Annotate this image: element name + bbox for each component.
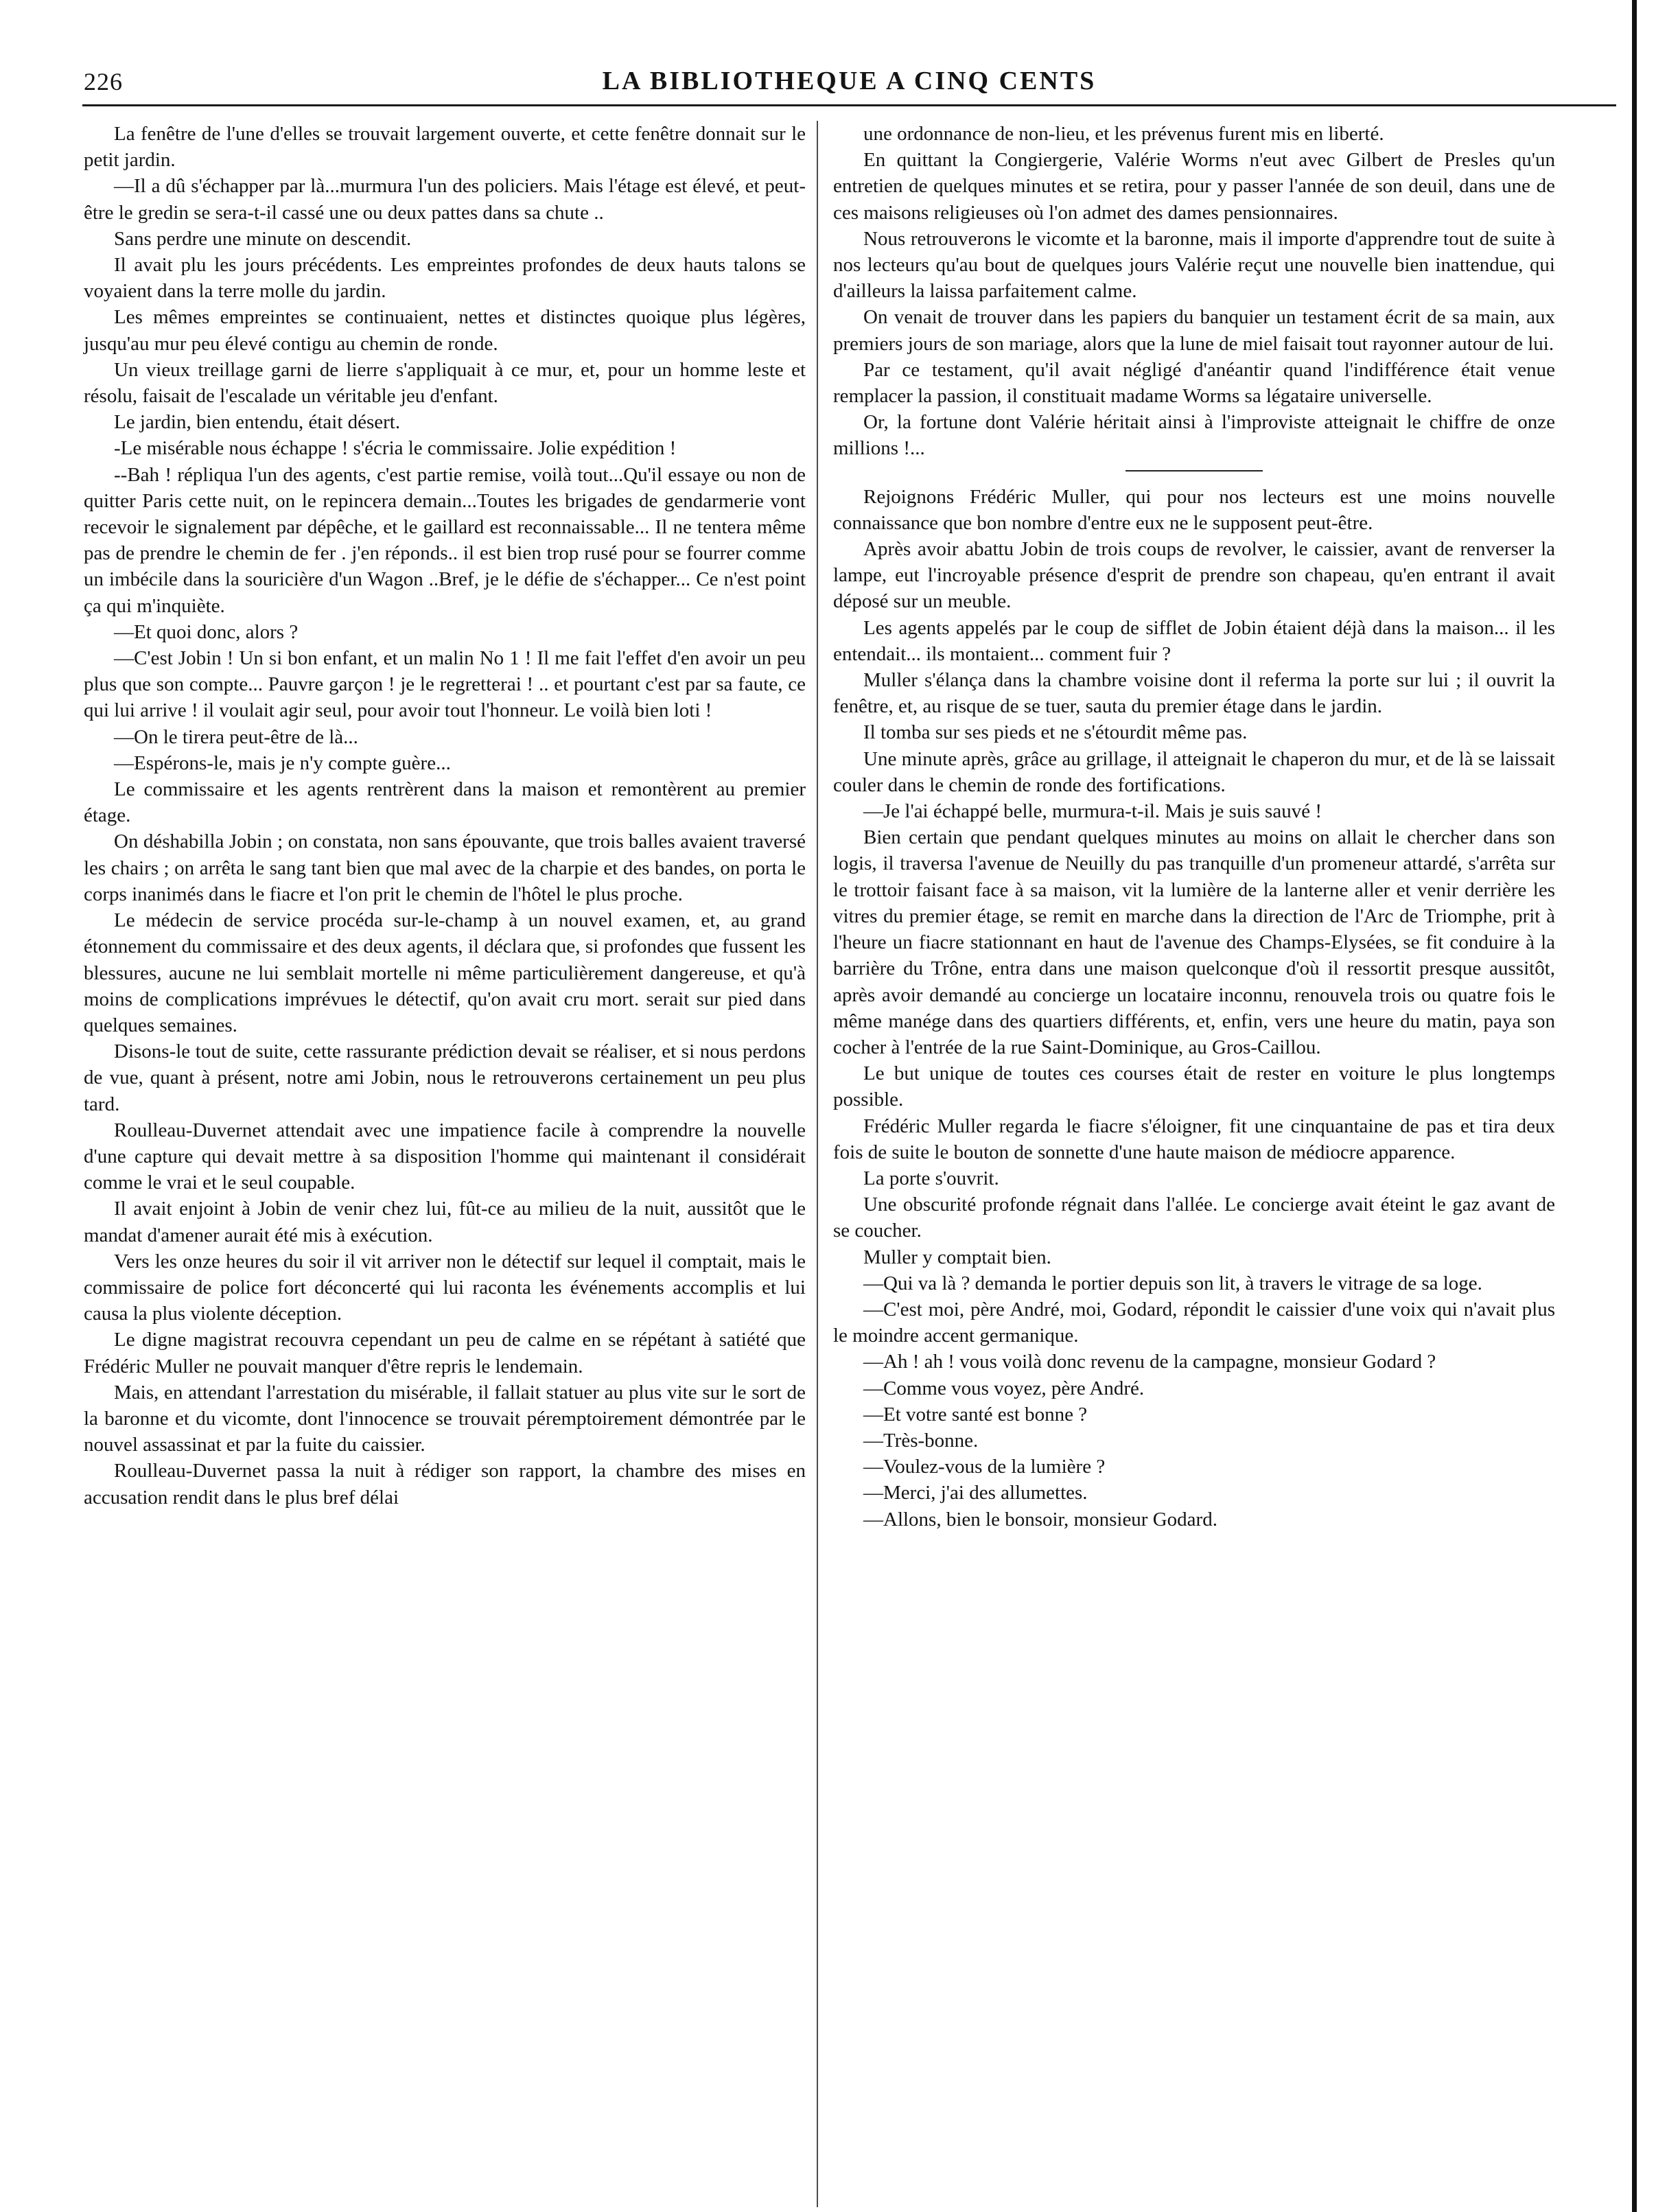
left-column <box>84 121 806 1511</box>
paragraph: Il tomba sur ses pieds et ne s'étourdit même pas. <box>863 721 1248 744</box>
column-divider <box>817 121 818 2207</box>
paragraph: Il avait plu les jours précédents. Les empreintes profondes de deux hauts talons se voyaient dans la terre molle du jardin. <box>84 254 806 303</box>
paragraph: —Qui va là ? demanda le portier depuis son lit, à travers le vitrage de sa loge. <box>863 1272 1482 1294</box>
paragraph: Le jardin, bien entendu, était désert. <box>114 411 401 434</box>
paragraph: Mais, en attendant l'arrestation du misérable, il fallait statuer au plus vite sur le sort de la baronne et du vicomte, dont l'innocence se trouvait péremptoirement démontrée par le nouvel assassinat et par la fuite du caissier. <box>84 1381 806 1456</box>
paragraph: Nous retrouverons le vicomte et la baronne, mais il importe d'apprendre tout de suite à nos lecteurs qu'au bout de quelques jours Valérie reçut une nouvelle bien inattendue, qui d'ailleurs la laissa parfaitement calme. <box>833 227 1555 303</box>
paragraph: Il avait enjoint à Jobin de venir chez lui, fût-ce au milieu de la nuit, aussitôt que le mandat d'amener aurait été mis à exécution. <box>84 1198 806 1246</box>
paragraph: —C'est moi, père André, moi, Godard, répondit le caissier d'une voix qui n'avait plus le moindre accent germanique. <box>833 1298 1555 1347</box>
paragraph: —Allons, bien le bonsoir, monsieur Godard. <box>863 1508 1217 1530</box>
paragraph: Le médecin de service procéda sur-le-champ à un nouvel examen, et, au grand étonnement du commissaire et des deux agents, il déclara que, si profondes que fussent les blessures, aucune ne lui semblait mortelle ni même particulièrement dangereuse, et qu'à moins de complications imprévues le détectif, qu'on avait cru mort. serait sur pied dans quelques semaines. <box>84 909 806 1036</box>
paragraph: Roulleau-Duvernet attendait avec une impatience facile à comprendre la nouvelle d'une capture qui devait mettre à sa disposition l'homme qui maintenant il considérait comme le vrai et le seul coupable. <box>84 1119 806 1194</box>
paragraph: Bien certain que pendant quelques minutes au moins on allait le chercher dans son logis, il traversa l'avenue de Neuilly du pas tranquille d'un promeneur attardé, s'arrêta sur le trottoir faisant face à sa maison, vit la lumière de la lanterne aller et venir derrière les vitres du premier étage, se remit en marche dans la direction de l'Arc de Triomphe, prit à l'heure un fiacre stationnant en haut de l'avenue des Champs-Elysées, se fit conduire à la barrière du Trône, entra dans une maison quelconque d'où il ressortit presque aussitôt, après avoir demandé au concierge un locataire inconnu, renouvela trois ou quatre fois le même manége dans des quartiers différents, et, enfin, vers une heure du matin, paya son cocher à l'entrée de la rue Saint-Dominique, au Gros-Caillou. <box>833 826 1555 1058</box>
paragraph: Les agents appelés par le coup de sifflet de Jobin étaient déjà dans la maison... il les entendait... ils montaient... comment fuir ? <box>833 616 1555 665</box>
paragraph: Le commissaire et les agents rentrèrent dans la maison et remontèrent au premier étage. <box>84 778 806 827</box>
paragraph: Muller y comptait bien. <box>863 1246 1051 1268</box>
paragraph: —Très-bonne. <box>863 1429 979 1452</box>
paragraph: une ordonnance de non-lieu, et les prévenus furent mis en liberté. <box>863 123 1384 145</box>
paragraph: —Je l'ai échappé belle, murmura-t-il. Mais je suis sauvé ! <box>863 800 1322 823</box>
paragraph: Les mêmes empreintes se continuaient, nettes et distinctes quoique plus légères, jusqu'au mur peu élevé contigu au chemin de ronde. <box>84 306 806 355</box>
paragraph: Une minute après, grâce au grillage, il atteignait le chaperon du mur, et de là se laissait couler dans le chemin de ronde des fortifications. <box>833 747 1555 796</box>
paragraph: Par ce testament, qu'il avait négligé d'anéantir quand l'indifférence était venue remplacer la passion, il constituait madame Worms sa légataire universelle. <box>833 358 1555 408</box>
paragraph: Muller s'élança dans la chambre voisine dont il referma la porte sur lui ; il ouvrit la fenêtre, et, au risque de se tuer, sauta du premier étage dans le jardin. <box>833 669 1555 718</box>
paragraph: —On le tirera peut-être de là... <box>114 725 358 748</box>
paragraph: Disons-le tout de suite, cette rassurante prédiction devait se réaliser, et si nous perdons de vue, quant à présent, notre ami Jobin, nous le retrouverons certainement un peu plus tard. <box>84 1040 806 1115</box>
running-title: LA BIBLIOTHEQUE A CINQ CENTS <box>602 67 1097 95</box>
paragraph: Le but unique de toutes ces courses était de rester en voiture le plus longtemps possible. <box>833 1062 1555 1111</box>
paragraph: Une obscurité profonde régnait dans l'allée. Le concierge avait éteint le gaz avant de se coucher. <box>833 1194 1555 1242</box>
paragraph: Or, la fortune dont Valérie héritait ainsi à l'improviste atteignait le chiffre de onze millions !... <box>833 411 1555 460</box>
paragraph: Un vieux treillage garni de lierre s'appliquait à ce mur, et, pour un homme leste et résolu, faisait de l'escalade un véritable jeu d'enfant. <box>84 358 806 408</box>
paragraph: —Comme vous voyez, père André. <box>863 1377 1145 1399</box>
paragraph: —Et votre santé est bonne ? <box>863 1403 1088 1425</box>
paragraph: En quittant la Congiergerie, Valérie Worms n'eut avec Gilbert de Presles qu'un entretien de quelques minutes et se retira, pour y passer l'année de son deuil, dans une de ces maisons religieuses où l'on admet des dames pensionnaires. <box>833 149 1555 224</box>
paragraph: —Merci, j'ai des allumettes. <box>863 1482 1088 1504</box>
paragraph: Après avoir abattu Jobin de trois coups de revolver, le caissier, avant de renverser la lampe, eut l'incroyable présence d'esprit de prendre son chapeau, qu'en entrant il avait déposé sur un meuble. <box>833 538 1555 613</box>
paragraph: Frédéric Muller regarda le fiacre s'éloigner, fit une cinquantaine de pas et tira deux fois de suite le bouton de sonnette d'une haute maison de médiocre apparence. <box>833 1115 1555 1163</box>
paragraph: —Voulez-vous de la lumière ? <box>863 1456 1106 1478</box>
page-header <box>82 63 1616 104</box>
paragraph: —Il a dû s'échapper par là...murmura l'un des policiers. Mais l'étage est élevé, et peut-être le gredin se sera-t-il cassé une ou deux pattes dans sa chute .. <box>84 175 806 224</box>
paragraph: --Bah ! répliqua l'un des agents, c'est partie remise, voilà tout...Qu'il essaye ou non de quitter Paris cette nuit, on le repincera demain...Toutes les brigades de gendarmerie vont recevoir le signalement par dépêche, et le gaillard est reconnaissable... Il ne tentera même pas de prendre le chemin de fer . j'en réponds.. il est bien trop rusé pour se fourrer comme un imbécile dans la souricière d'un Wagon ..Bref, je le défie de s'échapper... Ce n'est point ça qui m'inquiète. <box>84 463 806 617</box>
paragraph: —Ah ! ah ! vous voilà donc revenu de la campagne, monsieur Godard ? <box>863 1351 1436 1373</box>
header-rule <box>82 104 1616 106</box>
paragraph: —Espérons-le, mais je n'y compte guère... <box>114 752 451 774</box>
paragraph: Vers les onze heures du soir il vit arriver non le détectif sur lequel il comptait, mais le commissaire de police fort déconcerté qui lui raconta les événements accomplis et lui causa la plus violente déception. <box>84 1250 806 1325</box>
page-number: 226 <box>84 68 123 95</box>
paragraph: —C'est Jobin ! Un si bon enfant, et un malin No 1 ! Il me fait l'effet d'en avoir un peu plus que son compte... Pauvre garçon ! je le regretterai ! .. et pourtant c'est par sa faute, ce qui lui arrive ! il voulait agir seul, pour avoir tout l'honneur. Le voilà bien loti ! <box>84 647 806 722</box>
paragraph: Le digne magistrat recouvra cependant un peu de calme en se répétant à satiété que Frédéric Muller ne pouvait manquer d'être repris le lendemain. <box>84 1329 806 1377</box>
page-edge-bar <box>1632 0 1637 2212</box>
paragraph: La fenêtre de l'une d'elles se trouvait largement ouverte, et cette fenêtre donnait sur le petit jardin. <box>84 123 806 172</box>
section-break-rule <box>1126 470 1263 471</box>
paragraph: Sans perdre une minute on descendit. <box>114 227 412 250</box>
right-column <box>833 121 1555 1533</box>
paragraph: -Le misérable nous échappe ! s'écria le commissaire. Jolie expédition ! <box>114 437 677 460</box>
paragraph: La porte s'ouvrit. <box>863 1167 999 1189</box>
paragraph: —Et quoi donc, alors ? <box>114 620 299 643</box>
paragraph: On venait de trouver dans les papiers du banquier un testament écrit de sa main, aux premiers jours de son mariage, alors que la lune de miel faisait tout rayonner autour de lui. <box>833 306 1555 355</box>
paragraph: Rejoignons Frédéric Muller, qui pour nos lecteurs est une moins nouvelle connaissance que bon nombre d'entre eux ne le supposent peut-être. <box>833 485 1555 534</box>
paragraph: Roulleau-Duvernet passa la nuit à rédiger son rapport, la chambre des mises en accusation rendit dans le plus bref délai <box>84 1460 806 1509</box>
paragraph: On déshabilla Jobin ; on constata, non sans épouvante, que trois balles avaient traversé les chairs ; on arrêta le sang tant bien que mal avec de la charpie et des bandes, on porta le corps inanimés dans le fiacre et l'on prit le chemin de l'hôtel le plus proche. <box>84 830 806 905</box>
